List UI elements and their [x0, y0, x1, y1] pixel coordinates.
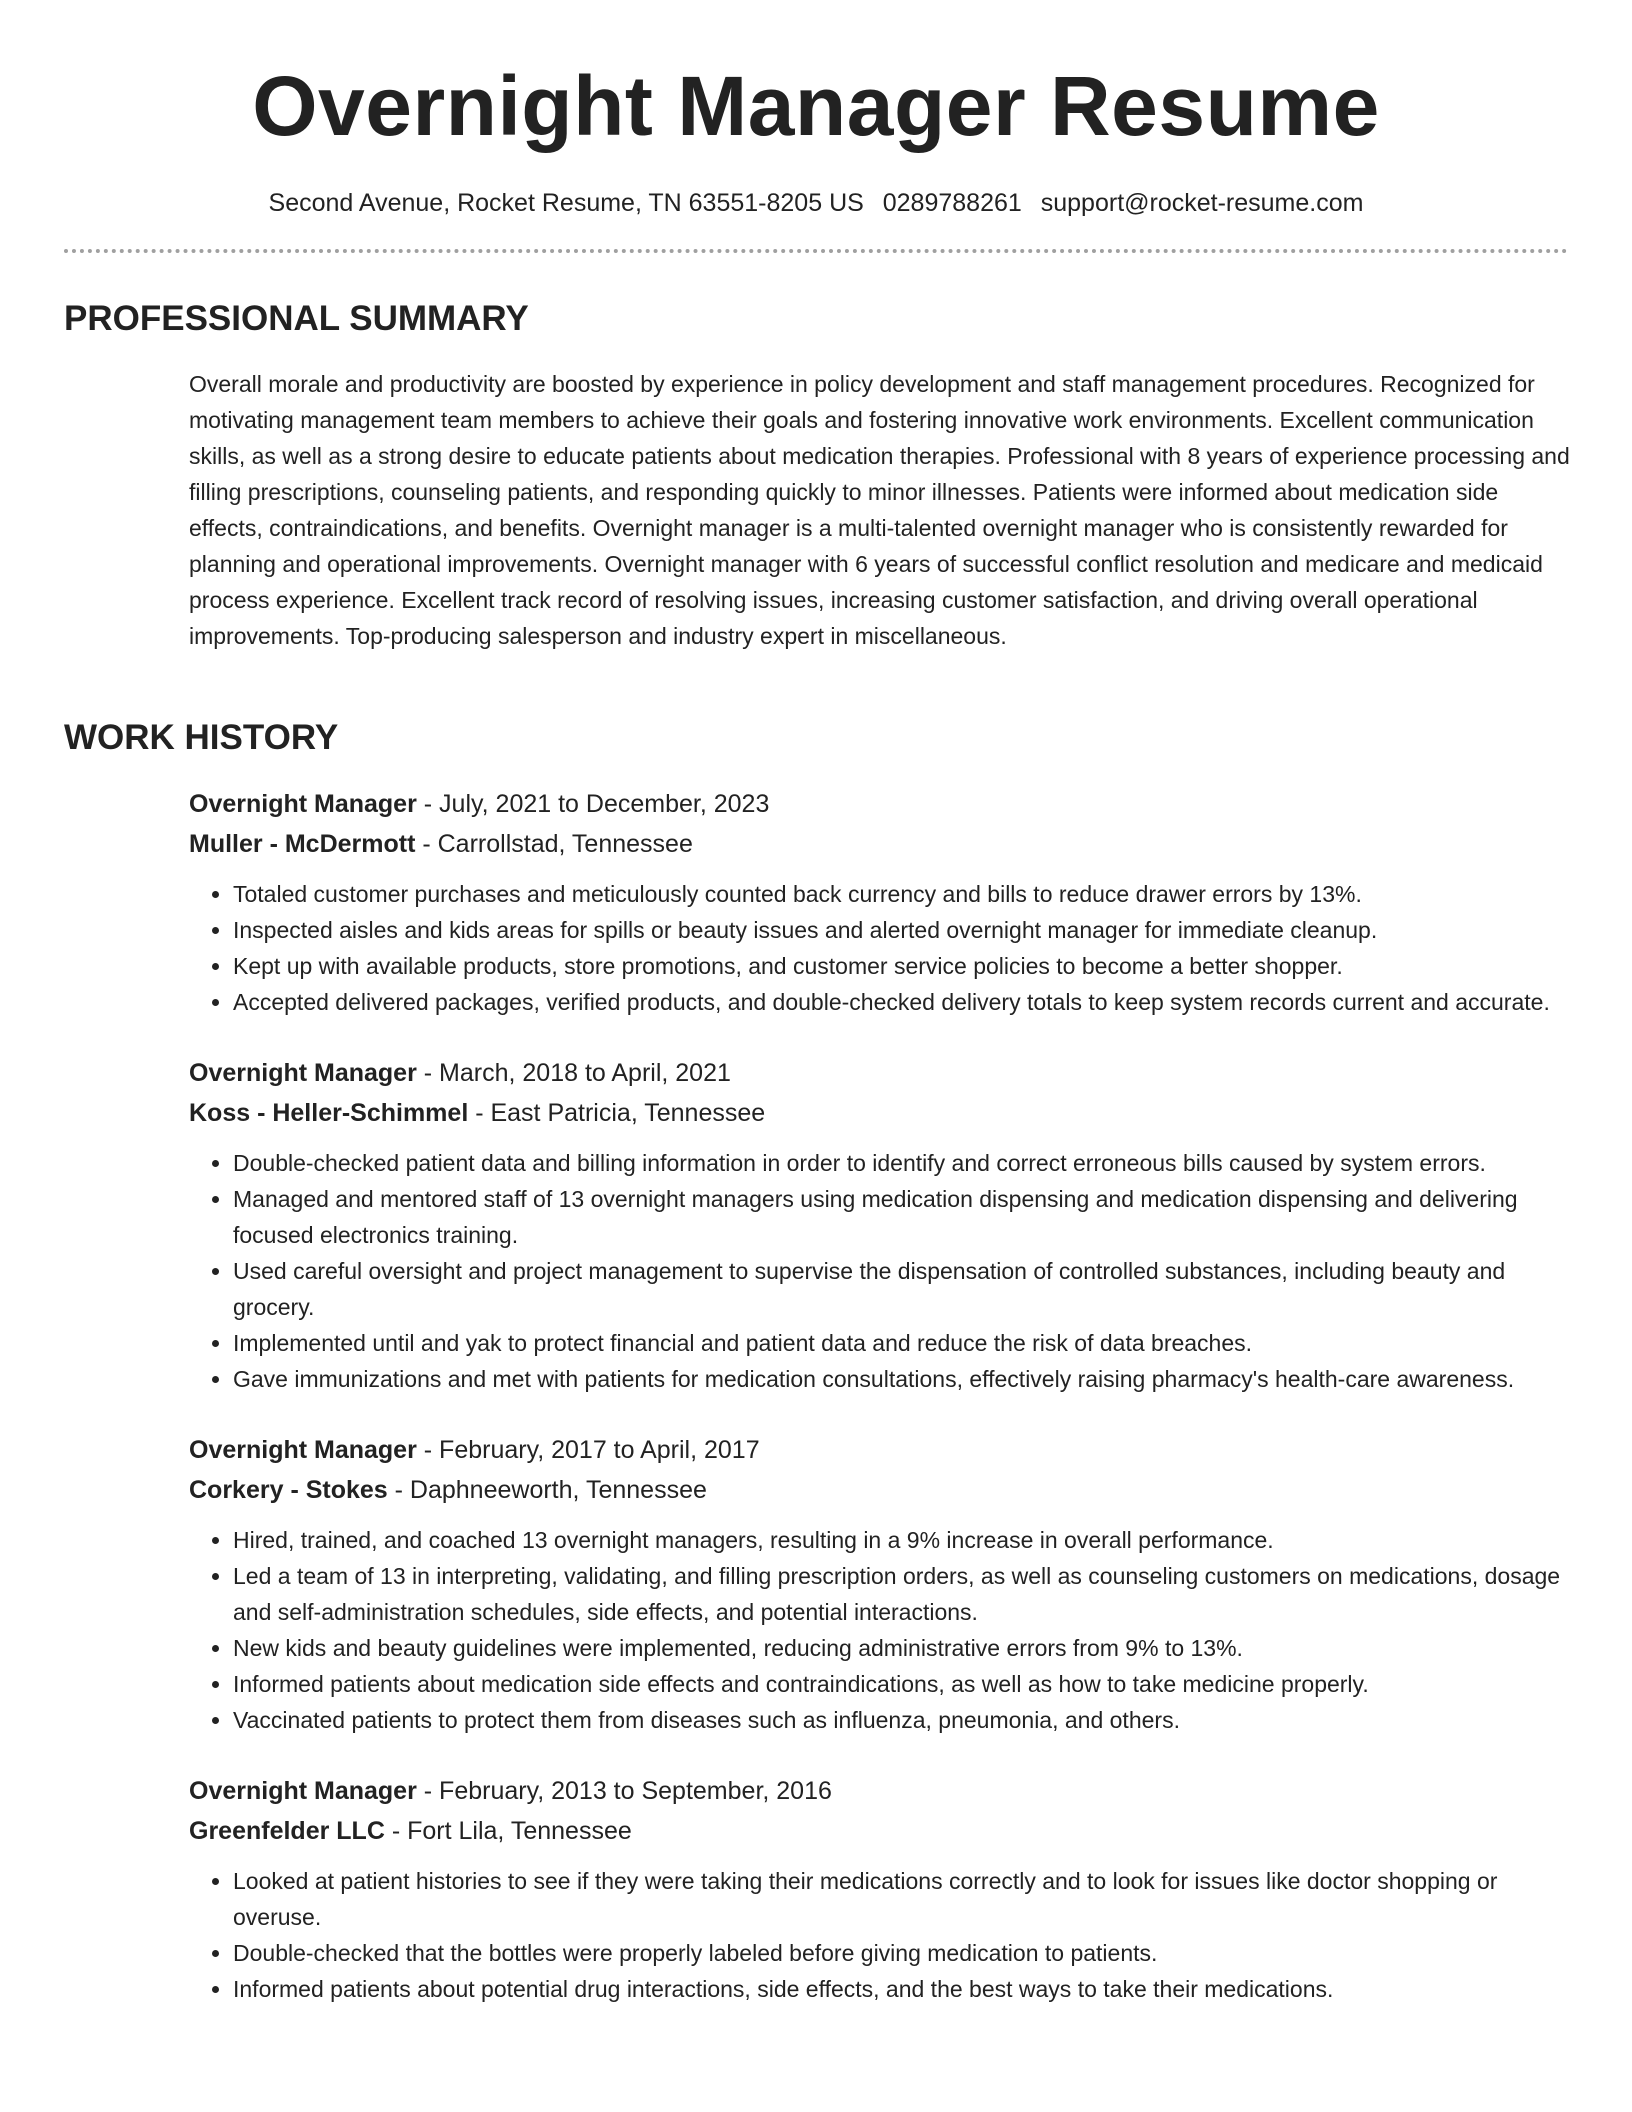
contact-phone: 0289788261 — [882, 189, 1022, 217]
summary-text: Overall morale and productivity are boosted by experience in policy development and staff management procedures. Recognized for motivating management team members to achieve their goals and fostering innovative work environments. Excellent communication skills, as well as a strong desire to educate patients about medication therapies. Professional with 8 years of experience processing and filling prescriptions, counseling patients, and responding quickly to minor illnesses. Patients were informed about medication side effects, contraindications, and benefits. Overnight manager is a multi-talented overnight manager who is consistently rewarded for planning and operational improvements. Overnight manager with 6 years of successful conflict resolution and medicare and medicaid process experience. Excellent track record of resolving issues, increasing customer satisfaction, and driving overall operational improvements. Top-producing salesperson and industry expert in miscellaneous. — [189, 371, 1570, 649]
job-dates: - March, 2018 to April, 2021 — [416, 1059, 731, 1087]
job-bullet: • Double-checked that the bottles were properly labeled before giving medication to patients. — [233, 1935, 1571, 1971]
job-title-line — [189, 784, 1571, 824]
job-role: Overnight Manager — [189, 1436, 417, 1464]
job-bullet: • Implemented until and yak to protect financial and patient data and reduce the risk of data breaches. — [233, 1325, 1571, 1361]
job-dates: - February, 2017 to April, 2017 — [416, 1436, 760, 1464]
job-company: Greenfelder LLC — [189, 1817, 385, 1845]
job-company-line — [189, 1811, 1571, 1851]
contact-line — [0, 188, 1632, 218]
work-history-list — [189, 784, 1571, 2040]
job-location: - Fort Lila, Tennessee — [384, 1817, 632, 1845]
job-title-line — [189, 1053, 1571, 1093]
job-bullet: • Informed patients about medication side effects and contraindications, as well as how to take medicine properly. — [233, 1666, 1571, 1702]
job-entry — [189, 1771, 1571, 2007]
job-bullet: • Informed patients about potential drug interactions, side effects, and the best ways to take their medications. — [233, 1971, 1571, 2007]
job-role: Overnight Manager — [189, 1059, 417, 1087]
job-bullet: • Inspected aisles and kids areas for spills or beauty issues and alerted overnight manager for immediate cleanup. — [233, 912, 1571, 948]
job-role: Overnight Manager — [189, 1777, 417, 1805]
job-bullet: • Gave immunizations and met with patients for medication consultations, effectively raising pharmacy's health-care awareness. — [233, 1361, 1571, 1397]
job-bullets — [189, 876, 1571, 1020]
job-title-line — [189, 1430, 1571, 1470]
contact-address: Second Avenue, Rocket Resume, TN 63551-8205 US — [268, 189, 864, 217]
work-history-heading: WORK HISTORY — [64, 718, 339, 757]
job-dates: - July, 2021 to December, 2023 — [416, 790, 770, 818]
job-location: - Daphneeworth, Tennessee — [387, 1476, 707, 1504]
job-entry — [189, 1053, 1571, 1397]
summary-heading: PROFESSIONAL SUMMARY — [64, 299, 529, 338]
job-bullet: • Totaled customer purchases and meticulously counted back currency and bills to reduce drawer errors by 13%. — [233, 876, 1571, 912]
job-bullet: • Accepted delivered packages, verified products, and double-checked delivery totals to keep system records current and accurate. — [233, 984, 1571, 1020]
job-bullet: • Kept up with available products, store promotions, and customer service policies to become a better shopper. — [233, 948, 1571, 984]
job-bullet: • Managed and mentored staff of 13 overnight managers using medication dispensing and medication dispensing and delivering focused electronics training. — [233, 1181, 1571, 1253]
job-title-line — [189, 1771, 1571, 1811]
job-entry — [189, 1430, 1571, 1738]
job-location: - Carrollstad, Tennessee — [415, 830, 693, 858]
job-bullet: • Double-checked patient data and billing information in order to identify and correct erroneous bills caused by system errors. — [233, 1145, 1571, 1181]
job-role: Overnight Manager — [189, 790, 417, 818]
job-bullets — [189, 1863, 1571, 2007]
job-bullet: • Hired, trained, and coached 13 overnight managers, resulting in a 9% increase in overall performance. — [233, 1522, 1571, 1558]
job-company: Koss - Heller-Schimmel — [189, 1099, 469, 1127]
job-bullet: • Vaccinated patients to protect them from diseases such as influenza, pneumonia, and others. — [233, 1702, 1571, 1738]
job-company: Muller - McDermott — [189, 830, 416, 858]
job-bullet: • Used careful oversight and project management to supervise the dispensation of controlled substances, including beauty and grocery. — [233, 1253, 1571, 1325]
resume-header — [0, 0, 1632, 218]
resume-title: Overnight Manager Resume — [252, 59, 1380, 153]
job-company-line — [189, 1093, 1571, 1133]
job-bullets — [189, 1145, 1571, 1397]
job-location: - East Patricia, Tennessee — [468, 1099, 766, 1127]
job-company-line — [189, 1470, 1571, 1510]
job-company: Corkery - Stokes — [189, 1476, 388, 1504]
job-entry — [189, 784, 1571, 1020]
job-bullet: • Led a team of 13 in interpreting, validating, and filling prescription orders, as well as counseling customers on medications, dosage and self-administration schedules, side effects, and potential interactions. — [233, 1558, 1571, 1630]
header-divider — [64, 249, 1568, 253]
job-company-line — [189, 824, 1571, 864]
job-bullet: • Looked at patient histories to see if they were taking their medications correctly and to look for issues like doctor shopping or overuse. — [233, 1863, 1571, 1935]
job-dates: - February, 2013 to September, 2016 — [416, 1777, 832, 1805]
contact-email: support@rocket-resume.com — [1040, 189, 1364, 217]
job-bullets — [189, 1522, 1571, 1738]
job-bullet: • New kids and beauty guidelines were implemented, reducing administrative errors from 9% to 13%. — [233, 1630, 1571, 1666]
